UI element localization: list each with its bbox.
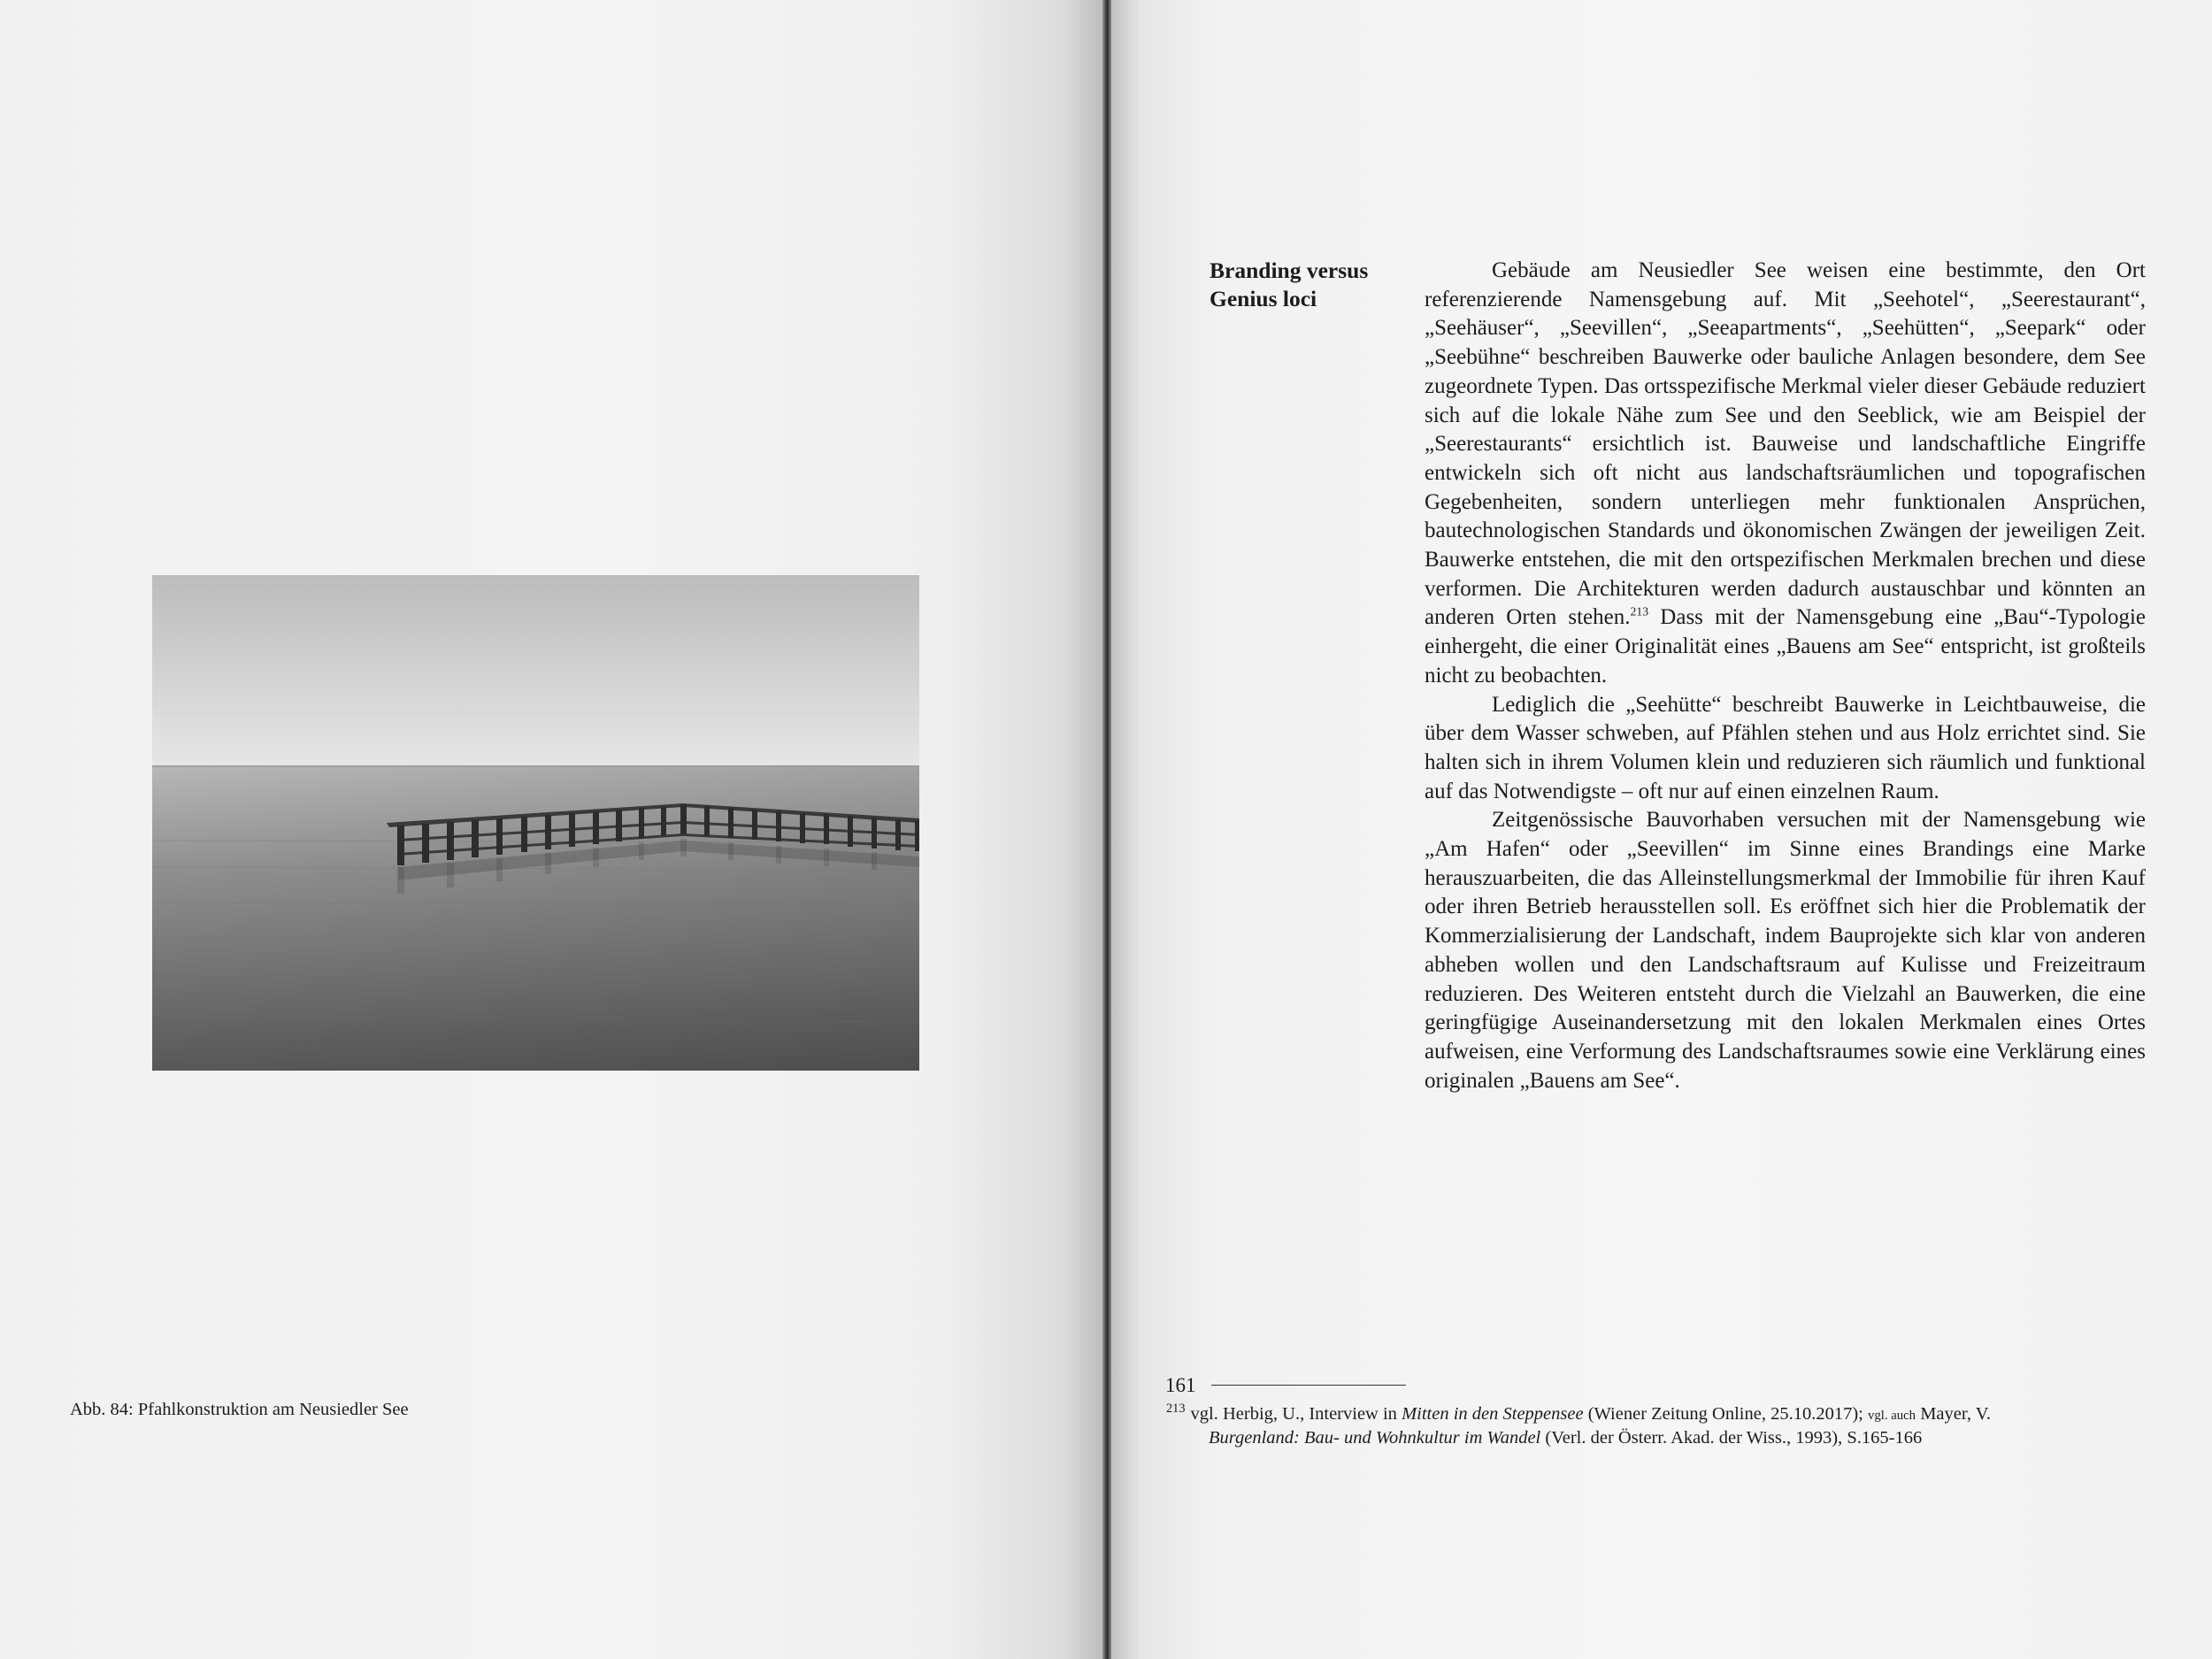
footnote-small-text: vgl. auch (1867, 1408, 1916, 1423)
footnote-text-1: vgl. Herbig, U., Interview in (1190, 1403, 1402, 1424)
sidehead-line-1: Branding versus (1210, 257, 1369, 283)
footnote-line-2 (1166, 1427, 2157, 1449)
footnote-text-4: (Verl. der Österr. Akad. der Wiss., 1993), S.165-166 (1540, 1427, 1923, 1448)
footnote-text-3: Mayer, V. (1916, 1403, 1992, 1424)
footnote-number: 213 (1166, 1402, 1186, 1416)
footnote-reference-213: 213 (1630, 605, 1649, 619)
paragraph-2: Lediglich die „Seehütte“ beschreibt Bauwerke in Leichtbauweise, die über dem Wasser schweben, auf Pfählen stehen und aus Holz errichtet sind. Sie halten sich in ihrem Volumen klein und reduzieren sich räumlich und funktional auf das Notwendigste – oft nur auf einen einzelnen Raum. (1425, 692, 2146, 803)
figure-caption: Abb. 84: Pfahlkonstruktion am Neusiedler See (70, 1400, 409, 1419)
footnote-title-2: Burgenland: Bau- und Wohnkultur im Wandel (1209, 1427, 1541, 1448)
paragraph-1-text: Gebäude am Neusiedler See weisen eine bestimmte, den Ort referenzierende Namensgebung auf. Mit „Seehotel“, „Seerestaurant“, „Seehäuser“, „Seevillen“, „Seeapartments“, „Seehütten“, „Seepark“ oder „Seebühne“ beschreiben Bauwerke oder bauliche Anlagen besondere, dem See zugeordnete Typen. Das ortsspezifische Merkmal vieler dieser Gebäude reduziert sich auf die lokale Nähe zum See und den Seeblick, wie am Beispiel der „Seerestaurants“ ersichtlich ist. Bauweise und landschaftliche Eingriffe entwickeln sich oft nicht aus landschaftsräumlichen und topografischen Gegebenheiten, sondern unterliegen mehr funktionalen Ansprüchen, bautechnologischen Standards und ökonomischen Zwängen der jeweiligen Zeit. Bauwerke entstehen, die mit den ortspezifischen Merkmalen brechen und diese verformen. Die Architekturen werden dadurch austauschbar und könnten an anderen Orten stehen. (1425, 258, 2146, 630)
footnote-213 (1166, 1398, 2157, 1449)
photo-pile-construction (152, 575, 919, 1071)
footnote-title-1: Mitten in den Steppensee (1402, 1403, 1584, 1424)
paragraph-3: Zeitgenössische Bauvorhaben versuchen mit der Namensgebung wie „Am Hafen“ oder „Seevillen“ im Sinne eines Brandings eine Marke herauszuarbeiten, die das Alleinstellungsmerkmal der Immobilie für ihren Kauf oder ihren Betrieb herausstellen soll. Es eröffnet sich hier die Problematik der Kommerzialisierung der Landschaft, indem Bauprojekte sich klar von anderen abheben wollen und den Landschaftsraum auf Kulisse und Freizeitraum reduzieren. Des Weiteren entsteht durch die Vielzahl an Bauwerken, die eine geringfügige Auseinandersetzung mit den lokalen Merkmalen eines Ortes aufweisen, eine Verformung des Landschaftsraumes sowie eine Verklärung eines originalen „Bauens am See“. (1425, 808, 2146, 1093)
body-text (1425, 257, 2146, 1095)
footnote-text-2: (Wiener Zeitung Online, 25.10.2017); (1583, 1403, 1868, 1424)
paragraph-1 (1425, 257, 2146, 691)
sidehead-line-2: Genius loci (1210, 286, 1317, 311)
footnote-line-1 (1166, 1398, 2157, 1427)
footnote-rule (1211, 1385, 1406, 1386)
page-number: 161 (1165, 1374, 1196, 1396)
section-sidehead (1210, 257, 1368, 313)
book-spine (1102, 0, 1111, 1659)
paragraph-1-text-cont: Dass mit der Namensgebung eine „Bau“-Typologie einhergeht, die einer Originalität eines „Bauens am See“ entspricht, ist großteils nicht zu beobachten. (1425, 605, 2146, 687)
right-page (1108, 0, 2212, 1659)
